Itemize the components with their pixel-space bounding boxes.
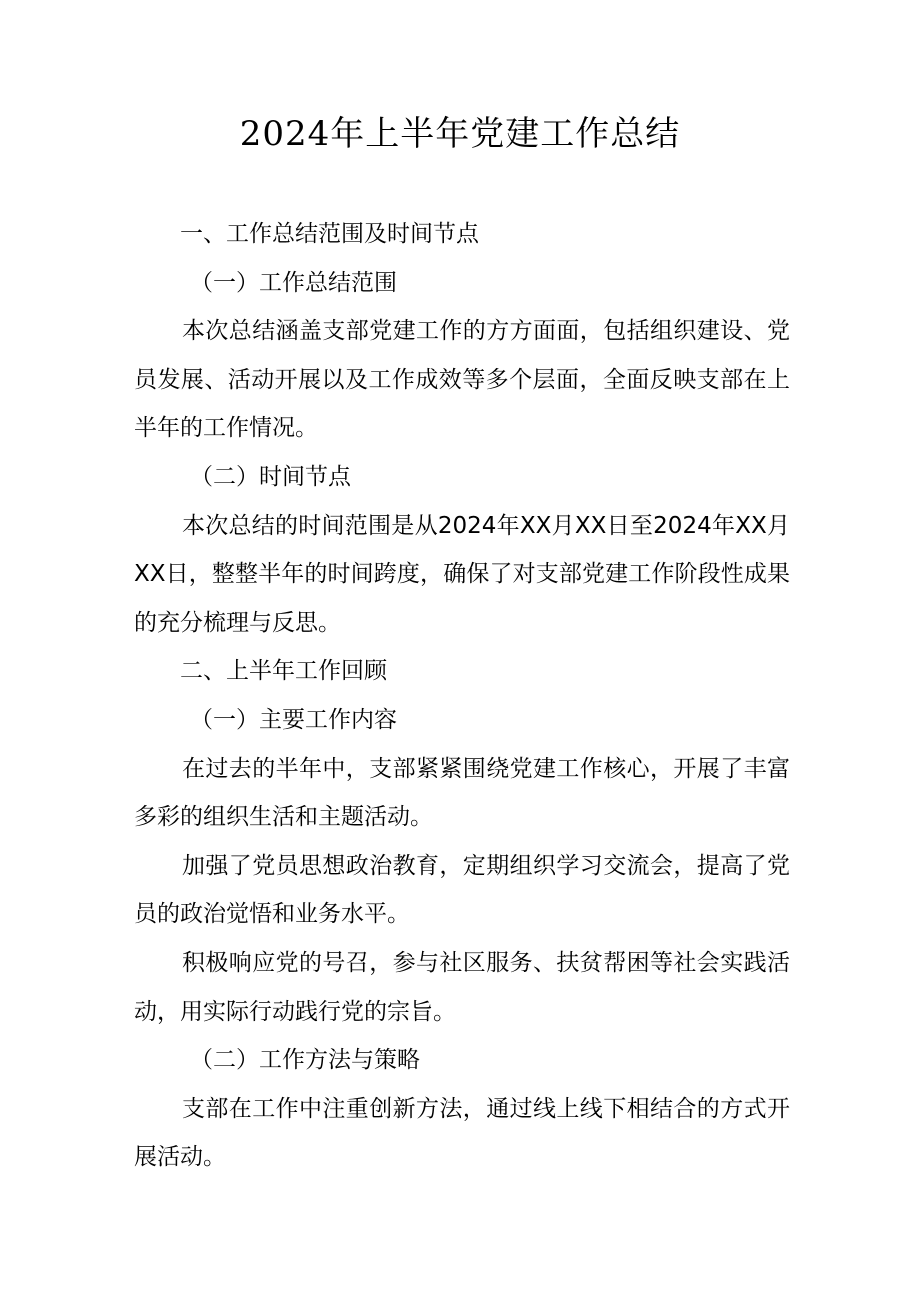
document-body [134, 210, 790, 1182]
subsection-heading-2-1: （一）主要工作内容 [190, 706, 397, 733]
paragraph-methods: 支部在工作中注重创新方法，通过线上线下相结合的方式开展活动。 [134, 1095, 790, 1171]
subsection-heading-1-2: （二）时间节点 [190, 463, 351, 490]
section-heading-1: 一、工作总结范围及时间节点 [180, 221, 479, 247]
paragraph-work-2: 加强了党员思想政治教育，定期组织学习交流会，提高了党员的政治觉悟和业务水平。 [134, 852, 790, 928]
section-heading-2: 二、上半年工作回顾 [180, 658, 387, 685]
paragraph-work-3: 积极响应党的号召，参与社区服务、扶贫帮困等社会实践活动，用实际行动践行党的宗旨。 [134, 949, 790, 1025]
subsection-heading-1-1: （一）工作总结范围 [190, 269, 397, 296]
paragraph-time-range: 本次总结的时间范围是从2024年XX月XX日至2024年XX月XX日，整整半年的时间跨度，确保了对支部党建工作阶段性成果的充分梳理与反思。 [134, 512, 790, 636]
document-title: 2024年上半年党建工作总结 [239, 114, 681, 154]
paragraph-scope: 本次总结涵盖支部党建工作的方方面面，包括组织建设、党员发展、活动开展以及工作成效等多个层面，全面反映支部在上半年的工作情况。 [134, 318, 790, 442]
subsection-heading-2-2: （二）工作方法与策略 [190, 1047, 420, 1074]
paragraph-work-1: 在过去的半年中，支部紧紧围绕党建工作核心，开展了丰富多彩的组织生活和主题活动。 [134, 755, 790, 831]
